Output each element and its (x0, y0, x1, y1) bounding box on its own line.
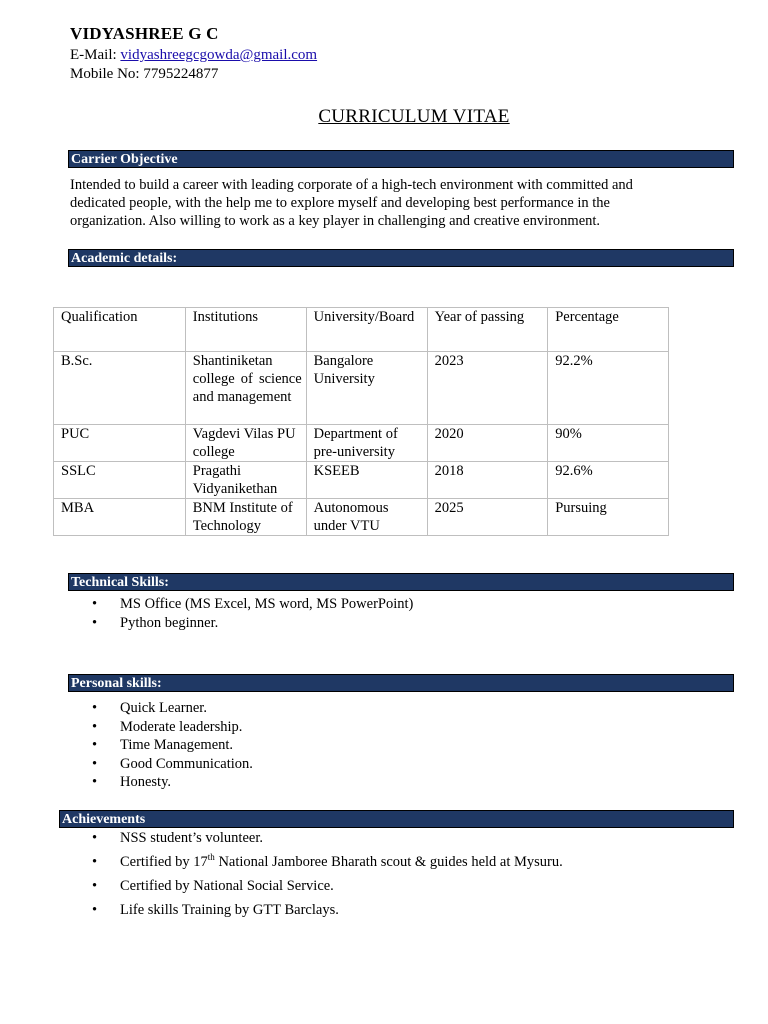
mobile-line: Mobile No: 7795224877 (70, 66, 219, 82)
table-row (54, 499, 669, 536)
table-cell: Pragathi Vidyanikethan (185, 462, 306, 499)
table-cell: 2025 (427, 499, 548, 536)
list-item: • Time Management. (70, 736, 253, 755)
technical-skills-list (70, 595, 413, 632)
achievements-list (70, 826, 563, 922)
column-header: Percentage (548, 308, 669, 352)
personal-skills-list (70, 699, 253, 792)
section-heading-academic: Academic details: (68, 249, 734, 267)
candidate-name: VIDYASHREE G C (70, 24, 219, 43)
table-cell: 2020 (427, 425, 548, 462)
objective-text (70, 176, 680, 230)
table-cell: 2018 (427, 462, 548, 499)
achievement-text: National Jamboree Bharath scout & guides held at Mysuru. (214, 854, 563, 870)
list-item (70, 850, 563, 874)
list-item: • Life skills Training by GTT Barclays. (70, 898, 563, 922)
list-item: • Quick Learner. (70, 699, 253, 718)
email-line (70, 46, 317, 64)
table-cell: 92.2% (548, 352, 669, 425)
table-cell: Autonomous under VTU (306, 499, 427, 536)
list-item: • Good Communication. (70, 755, 253, 774)
list-item: • NSS student’s volunteer. (70, 826, 563, 850)
table-cell: SSLC (54, 462, 186, 499)
list-item: • Moderate leadership. (70, 718, 253, 737)
table-cell: MBA (54, 499, 186, 536)
table-cell: B.Sc. (54, 352, 186, 425)
table-header-row (54, 308, 669, 352)
table-cell: 92.6% (548, 462, 669, 499)
table-cell: 90% (548, 425, 669, 462)
table-cell: KSEEB (306, 462, 427, 499)
objective-line: Intended to build a career with leading corporate of a high-tech environment with committed and (70, 177, 633, 193)
objective-line: dedicated people, with the help me to explore myself and developing best performance in the (70, 195, 610, 211)
academic-table (53, 307, 669, 536)
table-cell: 2023 (427, 352, 548, 425)
table-row (54, 352, 669, 425)
column-header: Year of passing (427, 308, 548, 352)
objective-line: organization. Also willing to work as a key player in challenging and creative environment. (70, 213, 601, 229)
column-header: Qualification (54, 308, 186, 352)
document-title: CURRICULUM VITAE (318, 106, 510, 127)
table-row (54, 425, 669, 462)
achievement-text: Certified by 17 (120, 854, 208, 870)
table-cell: Shantiniketan college of science and management (185, 352, 306, 425)
section-heading-achievements: Achievements (59, 810, 734, 828)
table-cell: Department of pre-university (306, 425, 427, 462)
email-label: E-Mail: (70, 47, 121, 63)
section-heading-technical: Technical Skills: (68, 573, 734, 591)
column-header: University/Board (306, 308, 427, 352)
table-row (54, 462, 669, 499)
column-header: Institutions (185, 308, 306, 352)
list-item: • MS Office (MS Excel, MS word, MS PowerPoint) (70, 595, 413, 614)
list-item: • Python beginner. (70, 614, 413, 633)
table-cell: BNM Institute of Technology (185, 499, 306, 536)
table-cell: PUC (54, 425, 186, 462)
ordinal-suffix: th (207, 852, 215, 863)
email-link[interactable]: vidyashreegcgowda@gmail.com (120, 47, 318, 63)
table-cell: Pursuing (548, 499, 669, 536)
section-heading-personal: Personal skills: (68, 674, 734, 692)
list-item: • Honesty. (70, 773, 253, 792)
table-cell: Vagdevi Vilas PU college (185, 425, 306, 462)
table-cell: Bangalore University (306, 352, 427, 425)
section-heading-objective: Carrier Objective (68, 150, 734, 168)
list-item: • Certified by National Social Service. (70, 874, 563, 898)
